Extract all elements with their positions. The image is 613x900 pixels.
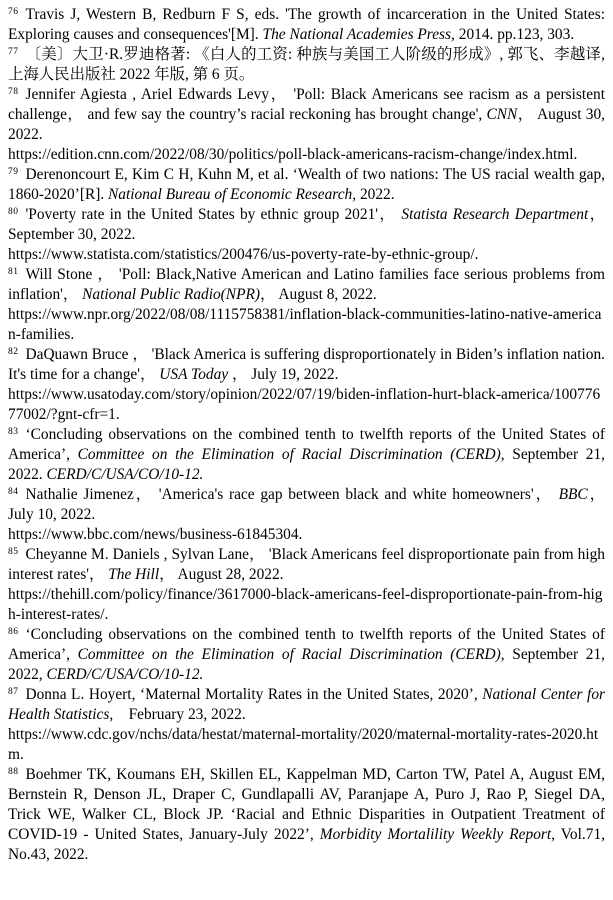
footnote-82 bbox=[8, 345, 605, 425]
footnote-text: , 2022. bbox=[352, 186, 395, 203]
footnote-source: Statista Research Department bbox=[401, 206, 589, 223]
footnote-79 bbox=[8, 165, 605, 205]
footnote-source: CERD/C/USA/CO/10-12. bbox=[46, 466, 204, 483]
footnote-text: Jennifer Agiesta , Ariel Edwards Levy， 'Poll: Black Americans see racism as a persistent challenge， and few say the country’s racial reckoning has brought change', bbox=[8, 86, 605, 123]
footnote-text: 〔美〕大卫·R.罗迪格著: 《白人的工资: 种族与美国工人阶级的形成》, 郭飞、李越译, 上海人民出版社 2022 年版, 第 6 页。 bbox=[8, 46, 605, 83]
footnote-text: Derenoncourt E, Kim C H, Kuhn M, et al. ‘Wealth of two nations: The US racial wealth gap, 1860-2020’[R]. bbox=[8, 166, 605, 203]
footnote-78 bbox=[8, 85, 605, 165]
footnote-source: National Public Radio(NPR) bbox=[82, 286, 260, 303]
footnote-text: Cheyanne M. Daniels , Sylvan Lane， 'Black Americans feel disproportionate pain from high interest rates'， bbox=[8, 546, 605, 583]
footnote-text: ， September 30, 2022. bbox=[8, 206, 605, 243]
footnote-83 bbox=[8, 425, 605, 485]
footnote-86 bbox=[8, 625, 605, 685]
footnote-76 bbox=[8, 5, 605, 45]
footnote-url: https://www.npr.org/2022/08/08/1115758381/inflation-black-communities-latino-native-american-families. bbox=[8, 306, 602, 343]
footnote-text: ‘Concluding observations on the combined tenth to twelfth reports of the United States of America’, bbox=[8, 626, 605, 663]
footnote-url: https://www.usatoday.com/story/opinion/2022/07/19/biden-inflation-hurt-black-america/10077677002/?gnt-cfr=1. bbox=[8, 386, 601, 423]
footnote-url: https://www.cdc.gov/nchs/data/hestat/maternal-mortality/2020/maternal-mortality-rates-2020.htm. bbox=[8, 726, 599, 763]
footnote-text: ， July 19, 2022. bbox=[228, 366, 339, 383]
footnote-number: 86 bbox=[8, 627, 19, 637]
footnote-source: CERD/C/USA/CO/10-12. bbox=[46, 666, 204, 683]
footnote-text: DaQuawn Bruce ， 'Black America is suffering disproportionately in Biden’s inflation nation. It's time for a change'， bbox=[8, 346, 606, 383]
footnote-number: 84 bbox=[8, 487, 19, 497]
footnote-text: February 23, 2022. bbox=[113, 706, 246, 723]
footnote-source: The National Academies Press bbox=[262, 26, 452, 43]
footnote-url: https://edition.cnn.com/2022/08/30/politics/poll-black-americans-racism-change/index.html. bbox=[8, 146, 578, 163]
footnote-88 bbox=[8, 765, 605, 865]
footnote-text: Travis J, Western B, Redburn F S, eds. 'The growth of incarceration in the United States: Exploring causes and consequences'[M]. bbox=[8, 6, 605, 43]
footnote-source: Committee on the Elimination of Racial Discrimination (CERD), bbox=[77, 646, 505, 663]
footnote-text: ， August 28, 2022. bbox=[159, 566, 284, 583]
footnote-source: National Center for Health Statistics, bbox=[8, 686, 605, 723]
footnote-number: 77 bbox=[8, 47, 19, 57]
footnote-number: 87 bbox=[8, 687, 19, 697]
footnote-87 bbox=[8, 685, 605, 765]
footnote-text: Donna L. Hoyert, ‘Maternal Mortality Rates in the United States, 2020’, bbox=[25, 686, 483, 703]
footnote-source: National Bureau of Economic Research bbox=[108, 186, 353, 203]
footnote-number: 81 bbox=[8, 267, 19, 277]
footnote-text: ， August 8, 2022. bbox=[260, 286, 377, 303]
footnote-url: https://www.statista.com/statistics/200476/us-poverty-rate-by-ethnic-group/. bbox=[8, 246, 479, 263]
footnote-text: ， July 10, 2022. bbox=[8, 486, 605, 523]
footnote-text: ‘Concluding observations on the combined tenth to twelfth reports of the United States of America’, bbox=[8, 426, 605, 463]
footnote-source: Committee on the Elimination of Racial Discrimination (CERD), bbox=[77, 446, 505, 463]
footnote-text: , 2014. pp.123, 303. bbox=[451, 26, 575, 43]
footnote-text: Vol.71, No.43, 2022. bbox=[8, 826, 605, 863]
footnote-source: CNN bbox=[486, 106, 518, 123]
footnote-84 bbox=[8, 485, 605, 545]
footnote-source: Morbidity Mortalility Weekly Report, bbox=[319, 826, 555, 843]
footnote-source: USA Today bbox=[159, 366, 229, 383]
footnote-text: September 21, 2022. bbox=[8, 446, 605, 483]
footnote-text: Boehmer TK, Koumans EH, Skillen EL, Kappelman MD, Carton TW, Patel A, August EM, Bernstein R, Denson JL, Draper C, Gundlapalli AV, Paranjape A, Puro J, Rao P, Siegel DA, Trick WE, Walker CL, Block JP. ‘Racial and Ethnic Disparities in Outpatient Treatment of COVID-19 - United States, January-July 2022’, bbox=[8, 766, 605, 843]
footnote-77 bbox=[8, 45, 605, 85]
footnote-number: 78 bbox=[8, 87, 19, 97]
footnote-url: https://www.bbc.com/news/business-61845304. bbox=[8, 526, 303, 543]
footnote-text: Will Stone ， 'Poll: Black,Native American and Latino families face serious problems from inflation'， bbox=[8, 266, 605, 303]
footnote-number: 83 bbox=[8, 427, 19, 437]
footnote-number: 79 bbox=[8, 167, 19, 177]
footnote-text: Nathalie Jimenez， 'America's race gap between black and white homeowners'， bbox=[25, 486, 559, 503]
footnote-source: The Hill bbox=[108, 566, 160, 583]
footnote-81 bbox=[8, 265, 605, 345]
footnote-80 bbox=[8, 205, 605, 265]
footnote-number: 85 bbox=[8, 547, 19, 557]
footnote-text: 'Poverty rate in the United States by ethnic group 2021'， bbox=[25, 206, 402, 223]
footnote-number: 76 bbox=[8, 7, 19, 17]
footnote-url: https://thehill.com/policy/finance/3617000-black-americans-feel-disproportionate-pain-from-high-interest-rates/. bbox=[8, 586, 603, 623]
footnote-text: ， August 30, 2022. bbox=[8, 106, 605, 143]
footnote-number: 82 bbox=[8, 347, 19, 357]
footnote-list bbox=[8, 5, 605, 865]
footnote-85 bbox=[8, 545, 605, 625]
footnote-number: 80 bbox=[8, 207, 19, 217]
footnote-text: September 21, 2022, bbox=[8, 646, 605, 683]
footnote-source: BBC bbox=[558, 486, 588, 503]
footnote-number: 88 bbox=[8, 767, 19, 777]
